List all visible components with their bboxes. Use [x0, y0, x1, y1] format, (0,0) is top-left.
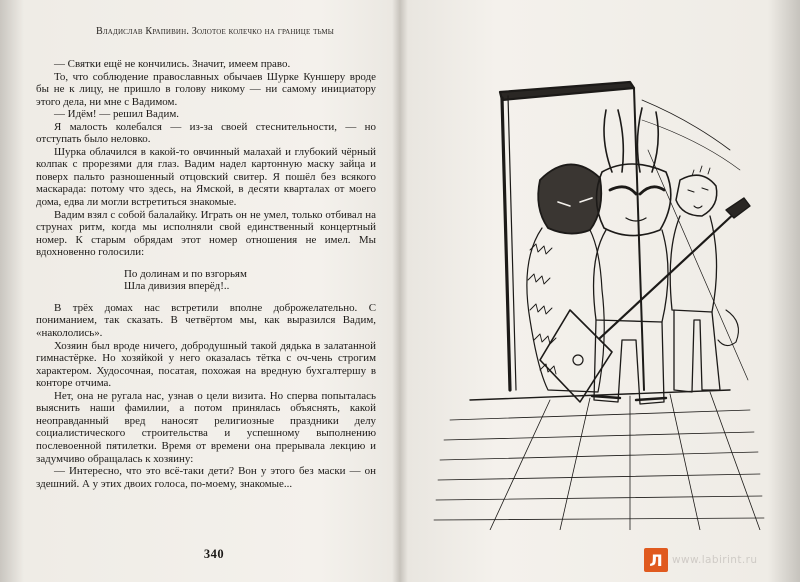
- text-body: [36, 58, 376, 490]
- paragraph: Шурка облачился в какой-то овчинный малахай и глубокий чёрный колпак с прорезями для глаз. Вадим надел картонную маску зайца и поверх пальто разношенный отцовский свитер. Я пошёл без всякого маскарада: потому что здесь, на Ямской, в десяти кварталах от моего дома, едва ли могли встретиться знакомые.: [36, 145, 376, 209]
- paragraph: Нет, она не ругала нас, узнав о цели визита. Но сперва попыталась выяснить наши фамилии, а потом принялась объяснять, какой неоправданный вред наносят религиозные праздники делу социалистического строительства и успешному выполнению послевоенной пятилетки. Время от времени она прерывала лекцию и задумчиво обращалась к хозяину:: [36, 389, 376, 465]
- paragraph: Вадим взял с собой балалайку. Играть он не умел, только отбивал на струнах ритм, когда мы исполняли свой единственный концертный номер. К старым обрядам этот номер отношения не имел. Мы вдохновенно голосили:: [36, 208, 376, 259]
- labirint-logo-icon: Л: [644, 548, 668, 572]
- paragraph: — Идём! — решил Вадим.: [54, 108, 179, 121]
- running-head: Владислав Крапивин. Золотое колечко на границе тьмы: [95, 26, 335, 37]
- left-page: [36, 20, 376, 570]
- paragraph: — Интересно, что это всё-таки дети? Вон у этого без маски — он здешний. А у этих двоих голоса, по-моему, знакомые...: [36, 465, 376, 490]
- watermark-url: www.labirint.ru: [672, 554, 758, 566]
- verse-line: По долинам и по взгорьям: [124, 267, 247, 280]
- paragraph: — Святки ещё не кончились. Значит, имеем право.: [54, 58, 291, 70]
- sketch-three-carolers-icon: [430, 60, 770, 530]
- verse-block: [124, 268, 376, 293]
- paragraph: То, что соблюдение православных обычаев Шурке Куншеру вроде бы не к лицу, не пришло в голову никому — ни самому инициатору этого дела, ни мне с Вадимом.: [36, 70, 376, 108]
- watermark: [644, 548, 757, 572]
- page-number: 340: [203, 547, 225, 561]
- paragraph: Хозяин был вроде ничего, добродушный такой дядька в залатанной гимнастёрке. Но хозяйкой у него оказалась тётка с оч-чень строгим характером. Худосочная, посатая, похожая на вредную бухгалтершу в конторе отчима.: [36, 339, 376, 390]
- verse-line: Шла дивизия вперёд!..: [124, 280, 230, 293]
- paragraph: Я малость колебался — из-за своей стеснительности, — но отступать было неловко.: [36, 120, 376, 146]
- right-page: [430, 60, 770, 530]
- paragraph: В трёх домах нас встретили вполне доброжелательно. С пониманием, так сказать. В четвёртом мы, как выразился Вадим, «накололись».: [36, 301, 376, 340]
